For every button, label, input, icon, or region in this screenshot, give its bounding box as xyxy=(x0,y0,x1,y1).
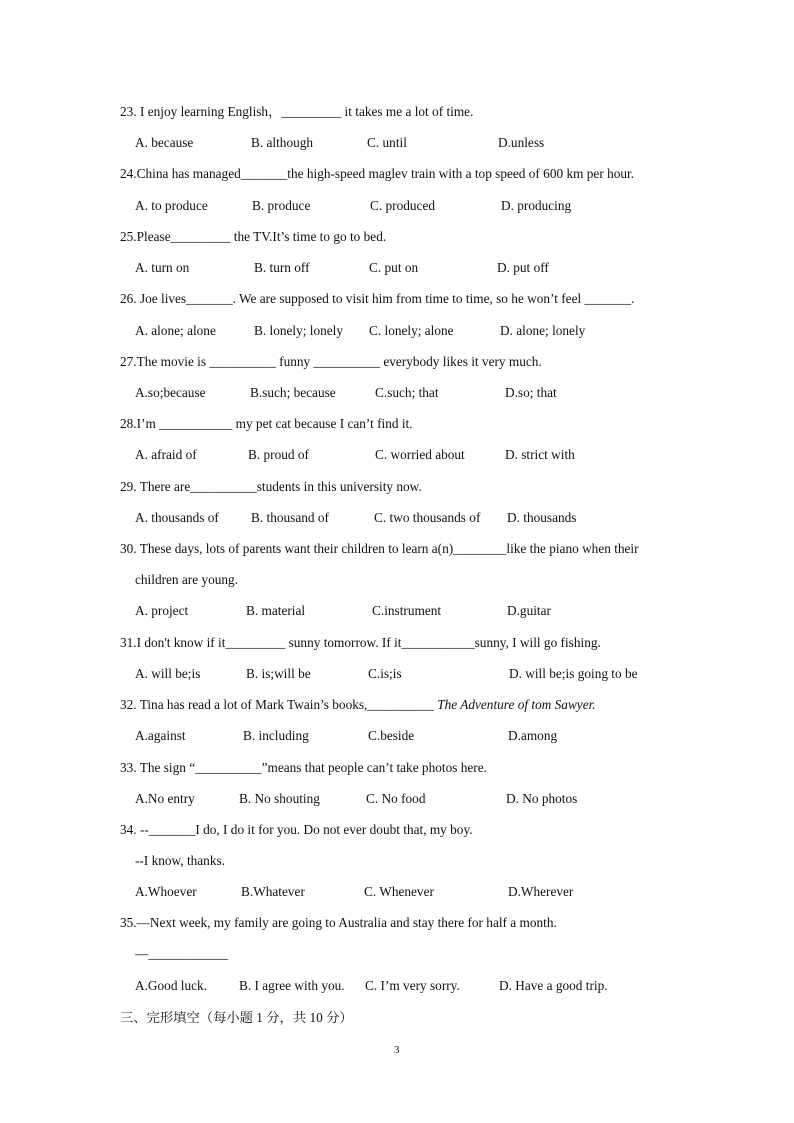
option-a: A. project xyxy=(135,603,189,618)
option-d: D. producing xyxy=(501,198,572,213)
option-b: B.Whatever xyxy=(241,884,305,899)
question-35-reply: —____________ xyxy=(135,946,229,961)
option-c: C.is;is xyxy=(368,666,402,681)
option-c: C. two thousands of xyxy=(374,510,481,525)
option-a: A. will be;is xyxy=(135,666,201,681)
option-d: D.guitar xyxy=(507,603,551,618)
option-c: C.such; that xyxy=(375,385,439,400)
options-33 xyxy=(135,791,695,807)
options-29 xyxy=(135,510,695,526)
option-a: A. turn on xyxy=(135,260,190,275)
option-a: A. afraid of xyxy=(135,447,197,462)
question-35: 35.—Next week, my family are going to Australia and stay there for half a month. xyxy=(120,915,557,930)
question-34: 34. --_______I do, I do it for you. Do not ever doubt that, my boy. xyxy=(120,822,473,837)
option-b: B. thousand of xyxy=(251,510,329,525)
options-32 xyxy=(135,728,695,744)
options-24 xyxy=(135,198,695,214)
option-d: D. alone; lonely xyxy=(500,323,586,338)
option-d: D. put off xyxy=(497,260,549,275)
option-d: D. thousands xyxy=(507,510,577,525)
option-d: D.so; that xyxy=(505,385,557,400)
question-29: 29. There are__________students in this university now. xyxy=(120,479,422,494)
options-27 xyxy=(135,385,695,401)
option-a: A.against xyxy=(135,728,186,743)
question-32-text: 32. Tina has read a lot of Mark Twain’s books,__________ xyxy=(120,697,438,712)
option-c: C. I’m very sorry. xyxy=(365,978,460,993)
option-b: B. lonely; lonely xyxy=(254,323,344,338)
question-24: 24.China has managed_______the high-speed maglev train with a top speed of 600 km per hour. xyxy=(120,166,635,181)
option-c: C.instrument xyxy=(372,603,442,618)
option-b: B. including xyxy=(243,728,309,743)
option-c: C. worried about xyxy=(375,447,465,462)
option-b: B. is;will be xyxy=(246,666,311,681)
page-number: 3 xyxy=(394,1044,400,1056)
option-d: D. will be;is going to be xyxy=(509,666,638,681)
options-28 xyxy=(135,447,695,463)
option-b: B. turn off xyxy=(254,260,310,275)
option-a: A. to produce xyxy=(135,198,208,213)
option-d: D.unless xyxy=(498,135,545,150)
question-26: 26. Joe lives_______. We are supposed to visit him from time to time, so he won’t feel _______. xyxy=(120,291,635,306)
question-28: 28.I’m ___________ my pet cat because I can’t find it. xyxy=(120,416,413,431)
question-31: 31.I don't know if it_________ sunny tomorrow. If it___________sunny, I will go fishing. xyxy=(120,635,601,650)
options-31 xyxy=(135,666,695,682)
option-a: A.Good luck. xyxy=(135,978,208,993)
option-c: C.beside xyxy=(368,728,415,743)
options-23 xyxy=(135,135,695,151)
option-b: B. produce xyxy=(252,198,311,213)
question-23: 23. I enjoy learning English，_________ it takes me a lot of time. xyxy=(120,104,474,119)
option-a: A. alone; alone xyxy=(135,323,216,338)
option-d: D.among xyxy=(508,728,558,743)
section-title: 三、完形填空（每小题 1 分，共 10 分） xyxy=(120,1010,353,1025)
options-35 xyxy=(135,978,695,994)
options-26 xyxy=(135,323,695,339)
options-25 xyxy=(135,260,695,276)
option-b: B. No shouting xyxy=(239,791,320,806)
question-30-continuation: children are young. xyxy=(135,572,239,587)
options-34 xyxy=(135,884,695,900)
option-c: C. Whenever xyxy=(364,884,434,899)
option-a: A.No entry xyxy=(135,791,195,806)
option-c: C. produced xyxy=(370,198,435,213)
question-32 xyxy=(120,697,596,713)
question-30: 30. These days, lots of parents want their children to learn a(n)________like the piano when their xyxy=(120,541,639,556)
option-c: C. lonely; alone xyxy=(369,323,454,338)
option-b: B. material xyxy=(246,603,306,618)
option-a: A.Whoever xyxy=(135,884,197,899)
option-b: B.such; because xyxy=(250,385,336,400)
question-25: 25.Please_________ the TV.It’s time to go to bed. xyxy=(120,229,387,244)
option-d: D. strict with xyxy=(505,447,575,462)
option-b: B. proud of xyxy=(248,447,309,462)
option-c: C. put on xyxy=(369,260,419,275)
option-d: D. No photos xyxy=(506,791,578,806)
book-title: The Adventure of tom Sawyer. xyxy=(437,697,596,712)
option-b: B. I agree with you. xyxy=(239,978,345,993)
options-30 xyxy=(135,603,695,619)
option-a: A. thousands of xyxy=(135,510,219,525)
question-27: 27.The movie is __________ funny __________ everybody likes it very much. xyxy=(120,354,542,369)
question-33: 33. The sign “__________”means that people can’t take photos here. xyxy=(120,760,487,775)
question-34-reply: --I know, thanks. xyxy=(135,853,225,868)
option-a: A. because xyxy=(135,135,194,150)
option-b: B. although xyxy=(251,135,314,150)
option-a: A.so;because xyxy=(135,385,206,400)
option-c: C. No food xyxy=(366,791,426,806)
option-c: C. until xyxy=(367,135,407,150)
option-d: D. Have a good trip. xyxy=(499,978,608,993)
option-d: D.Wherever xyxy=(508,884,574,899)
